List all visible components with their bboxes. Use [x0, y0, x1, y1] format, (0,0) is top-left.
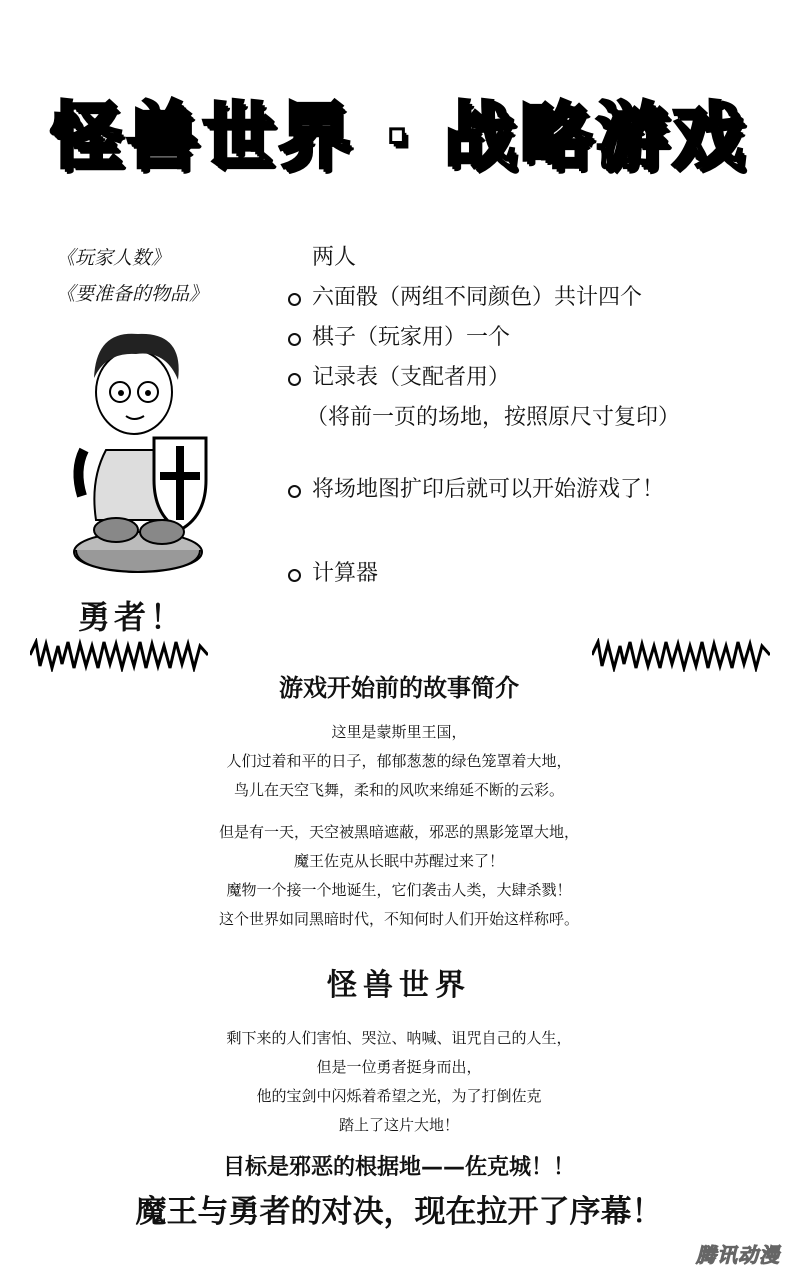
story-line: 踏上了这片大地！	[338, 1116, 459, 1134]
list-item-text: 棋子（玩家用）一个	[312, 325, 511, 350]
watermark-logo: 腾讯动漫	[696, 1243, 780, 1267]
record-note: （将前一页的场地，按照原尺寸复印）	[306, 405, 681, 430]
items-label: 《要准备的物品》	[56, 283, 209, 305]
left-divider	[30, 638, 208, 672]
world-title: 怪兽世界	[327, 968, 471, 1003]
story-heading: 游戏开始前的故事简介	[279, 674, 519, 702]
labels-column	[56, 240, 208, 312]
story-line: 这里是蒙斯里王国，	[331, 723, 467, 741]
players-value: 两人	[312, 245, 357, 270]
story-line: 人们过着和平的日子，郁郁葱葱的绿色笼罩着大地，	[226, 752, 572, 770]
story-line: 但是有一天，天空被黑暗遮蔽，邪恶的黑影笼罩大地，	[218, 823, 579, 841]
final-line: 魔王与勇者的对决，现在拉开了序幕！	[135, 1194, 663, 1230]
list-item-text: 计算器	[312, 561, 379, 586]
story-line: 鸟儿在天空飞舞，柔和的风吹来绵延不断的云彩。	[233, 781, 564, 799]
bullet-icon	[288, 485, 301, 498]
hero-illustration	[66, 320, 216, 580]
hero-figure-icon	[66, 320, 216, 580]
bullet-icon	[288, 293, 301, 306]
players-label: 《玩家人数》	[56, 247, 171, 269]
list-item-text: 记录表（支配者用）	[312, 365, 511, 390]
story-paragraph-2	[0, 818, 798, 934]
bullet-icon	[288, 569, 301, 582]
story-paragraph-3	[0, 1024, 798, 1140]
story-line: 他的宝剑中闪烁着希望之光，为了打倒佐克	[256, 1087, 542, 1105]
story-line: 魔王佐克从长眠中苏醒过来了！	[293, 852, 504, 870]
list-item-text: 将场地图扩印后就可以开始游戏了！	[312, 477, 665, 502]
story-line: 剩下来的人们害怕、哭泣、呐喊、诅咒自己的人生，	[226, 1029, 572, 1047]
story-line: 但是一位勇者挺身而出，	[316, 1058, 482, 1076]
target-line: 目标是邪恶的根据地——佐克城！！	[222, 1155, 575, 1180]
story-line: 魔物一个接一个地诞生，它们袭击人类，大肆杀戮！	[226, 881, 572, 899]
story-line: 这个世界如同黑暗时代，不知何时人们开始这样称呼。	[218, 910, 579, 928]
bullet-icon	[288, 333, 301, 346]
page-title: 怪兽世界 · 战略游戏	[50, 94, 748, 178]
right-divider	[592, 638, 770, 672]
story-paragraph-1	[0, 718, 798, 805]
hero-caption: 勇者！	[78, 598, 187, 636]
bullet-icon	[288, 373, 301, 386]
list-item-text: 六面骰（两组不同颜色）共计四个	[312, 285, 643, 310]
